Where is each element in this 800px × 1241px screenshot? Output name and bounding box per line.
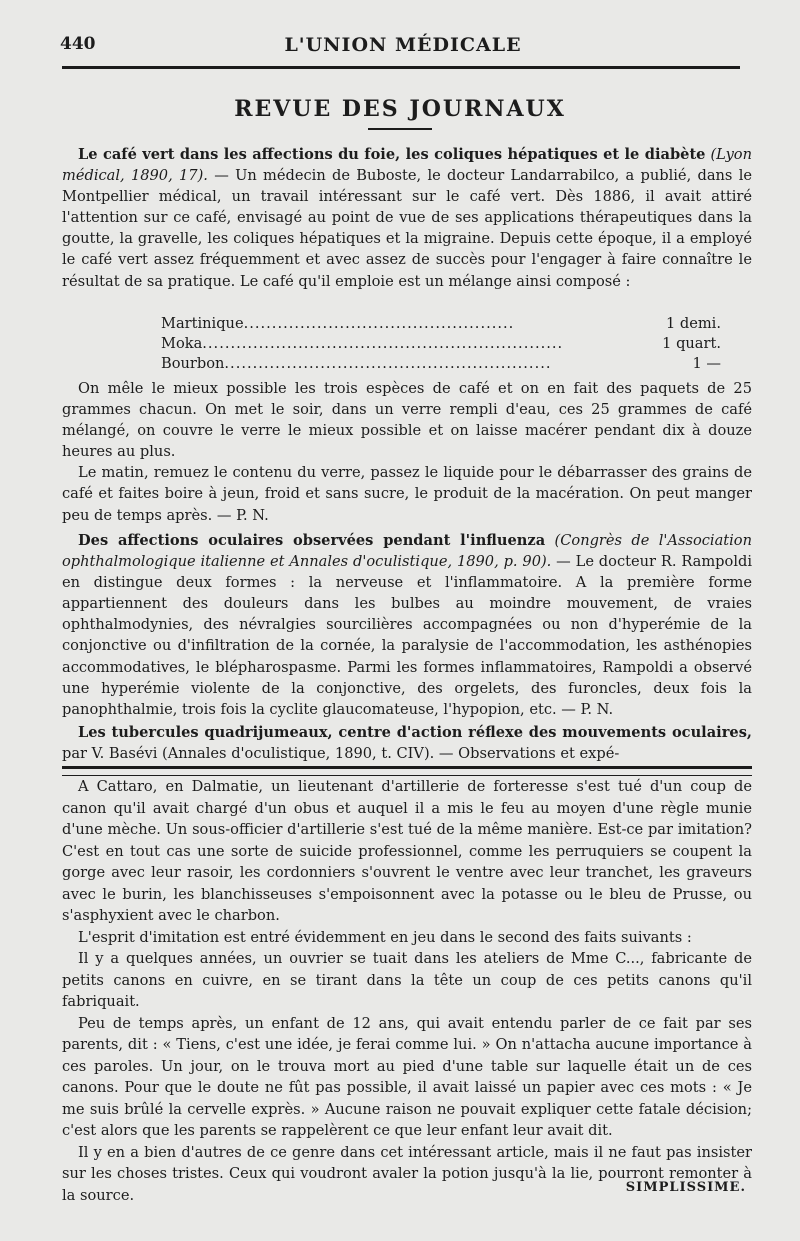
article-paragraph: A Cattaro, en Dalmatie, un lieutenant d'artillerie de forteresse s'est tué d'un coup de canon qu'il avait chargé d'un obus et auquel il a mis le feu au moyen d'une règle munie d'une mèche. Un sous-officier d'artillerie s'est tué de la même manière. Est-ce par imitation? C'est en tout cas une sorte de suicide professionnel, comme les perruquiers se coupent la gorge avec leur rasoir, les cordonniers s'ouvrent le ventre avec leur tranchet, les graveurs avec le burin, les blanchisseuses s'empoisonnent avec la potasse ou le bleu de Prusse, ou s'asphyxient avec le charbon. bbox=[62, 778, 752, 924]
article-paragraph: Il y a quelques années, un ouvrier se tuait dans les ateliers de Mme C..., fabricante de petits canons en cuivre, en se tirant dans la tête un coup de ces petits canons qu'il fabriquait. bbox=[62, 950, 752, 1010]
recipe-list bbox=[161, 314, 721, 374]
article-text: — Un médecin de Buboste, le docteur Landarrabilco, a publié, dans le Montpellier médical, un travail intéressant sur le café vert. Dès 1886, il avait attiré l'attention sur ce café, envisagé au point de vue de ses applications thérapeutiques dans la goutte, la gravelle, les coliques hépatiques et la migraine. Depuis cette époque, il a employé le café vert assez fréquemment et avec assez de succès pour l'engager à faire connaître le résultat de sa pratique. Le café qu'il emploie est un mélange ainsi composé : bbox=[62, 167, 753, 290]
recipe-leader: ................................................................ bbox=[202, 335, 564, 352]
recipe-ingredient: Moka bbox=[161, 335, 203, 352]
article-paragraph bbox=[62, 144, 752, 292]
recipe-row bbox=[161, 314, 721, 334]
article-source: (Lyon médical, 1890, 17). bbox=[62, 146, 752, 185]
article-title: Le café vert dans les affections du foie, les coliques hépatiques et le diabète bbox=[78, 146, 706, 163]
article-suicide-imitation bbox=[62, 776, 752, 1206]
article-paragraph: L'esprit d'imitation est entré évidemment en jeu dans le second des faits suivants : bbox=[78, 928, 692, 946]
article-paragraph: Il y en a bien d'autres de ce genre dans cet intéressant article, mais il ne faut pas insister sur les choses tristes. Ceux qui voudront avaler la potion jusqu'à la lie, pourront remonter à la source. bbox=[62, 1143, 752, 1204]
article-paragraph: Peu de temps après, un enfant de 12 ans, qui avait entendu parler de ce fait par ses parents, dit : « Tiens, c'est une idée, je ferai comme lui. » On n'attacha aucune importance à ces paroles. Un jour, on le trouva mort au pied d'une table sur laquelle était un de ces canons. Pour que le doute ne fût pas possible, il avait laissé un papier avec ces mots : « Je me suis brûlé la cervelle exprès. » Aucune raison ne pouvait expliquer cette fatale décision; c'est alors que les parents se rappelèrent ce que leur enfant leur avait dit. bbox=[62, 1014, 752, 1139]
recipe-row bbox=[161, 334, 721, 354]
article-paragraph: On mêle le mieux possible les trois espèces de café et on en fait des paquets de 25 grammes chacun. On met le soir, dans un verre rempli d'eau, ces 25 grammes de café mélangé, on couvre le verre le mieux possible et on laisse macérer pendant dix à douze heures au plus. bbox=[62, 380, 752, 461]
author-signature: SIMPLISSIME. bbox=[625, 1180, 746, 1195]
article-paragraph: Le matin, remuez le contenu du verre, passez le liquide pour le débarrasser des grains de café et faites boire à jeun, froid et sans sucre, le produit de la macération. On peut manger peu de temps après. — P. N. bbox=[62, 464, 752, 524]
recipe-quantity: 1 demi. bbox=[665, 315, 721, 332]
article-influenza bbox=[62, 530, 752, 720]
article-title: Les tubercules quadrijumeaux, centre d'action réflexe des mouvements oculaires, bbox=[78, 724, 752, 741]
recipe-ingredient: Martinique bbox=[161, 315, 244, 332]
header-rule bbox=[62, 66, 740, 69]
recipe-quantity: 1 quart. bbox=[662, 335, 721, 352]
section-rule bbox=[368, 128, 432, 130]
article-tubercules bbox=[62, 722, 752, 764]
article-text: par V. Basévi (Annales d'oculistique, 1890, t. CIV). — Observations et expé- bbox=[62, 745, 620, 763]
recipe-ingredient: Bourbon bbox=[161, 355, 225, 372]
recipe-leader: .......................................................... bbox=[224, 355, 552, 372]
article-paragraph bbox=[62, 722, 752, 764]
article-paragraph bbox=[62, 530, 752, 720]
journal-title: L'UNION MÉDICALE bbox=[284, 34, 522, 56]
column-separator bbox=[62, 766, 752, 776]
section-title: REVUE DES JOURNAUX bbox=[234, 96, 566, 122]
article-cafe-vert-intro bbox=[62, 144, 752, 292]
recipe-quantity: 1 — bbox=[692, 355, 721, 372]
page-number: 440 bbox=[60, 34, 96, 54]
article-cafe-vert-method bbox=[62, 378, 752, 526]
recipe-leader: ................................................ bbox=[243, 315, 515, 332]
recipe-row bbox=[161, 354, 721, 374]
page-header bbox=[58, 34, 748, 60]
article-source: (Congrès de l'Association ophthalmologique italienne et Annales d'oculistique, 1890, p. 90). bbox=[62, 532, 752, 571]
article-title: Des affections oculaires observées pendant l'influenza bbox=[78, 532, 546, 549]
article-text: — Le docteur R. Rampoldi en distingue deux formes : la nerveuse et l'inflammatoire. A la première forme appartiennent des douleurs dans les bulbes au moindre mouvement, de vraies ophthalmodynies, des névralgies sourcilières accompagnées ou non d'hyperémie de la conjonctive ou d'infiltration de la cornée, la paralysie de l'accommodation, les asthénopies accommodatives, le blépharospasme. Parmi les formes inflammatoires, Rampoldi a observé une hyperémie violente de la conjonctive, des orgelets, des furoncles, deux fois la panophthalmie, trois fois la cyclite glaucomateuse, l'hypopion, etc. — P. N. bbox=[62, 553, 752, 718]
